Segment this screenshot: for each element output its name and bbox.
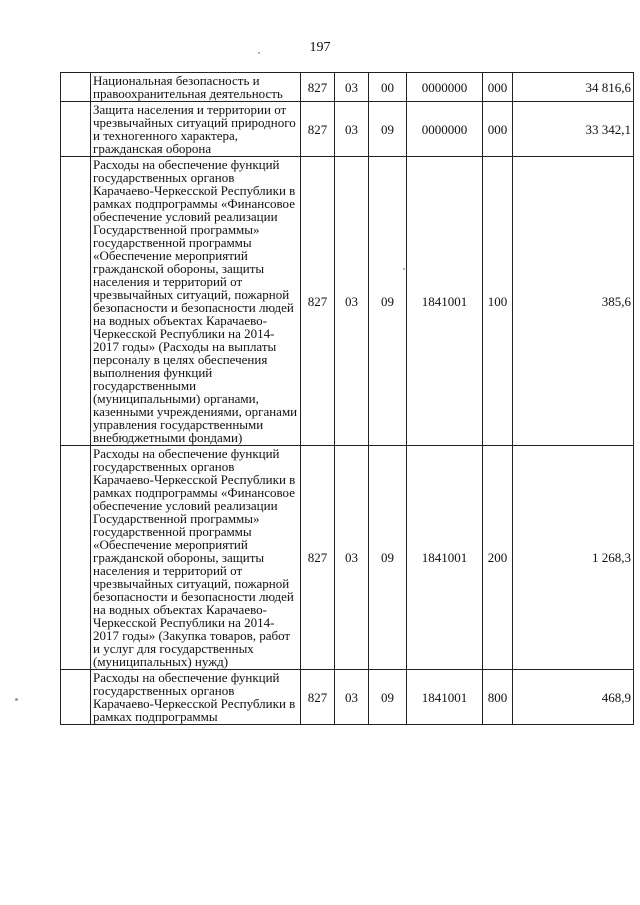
cell-target-code: 0000000: [407, 102, 483, 157]
cell-expense-type: 800: [483, 670, 513, 725]
cell-ministry-code: 827: [301, 670, 335, 725]
cell-expense-type: 100: [483, 157, 513, 446]
cell-expense-type: 200: [483, 446, 513, 670]
table-row: [61, 102, 634, 157]
cell-target-code: 1841001: [407, 157, 483, 446]
cell-row-number: [61, 102, 91, 157]
scan-speck: [15, 698, 18, 701]
cell-section-code: 03: [335, 446, 369, 670]
cell-row-number: [61, 73, 91, 102]
page-number: 197: [309, 40, 331, 55]
cell-subsection-code: 09: [369, 157, 407, 446]
table-row: [61, 73, 634, 102]
cell-subsection-code: 00: [369, 73, 407, 102]
cell-ministry-code: 827: [301, 446, 335, 670]
cell-row-number: [61, 157, 91, 446]
cell-section-code: 03: [335, 102, 369, 157]
cell-section-code: 03: [335, 157, 369, 446]
cell-target-code: 0000000: [407, 73, 483, 102]
cell-subsection-code: 09: [369, 446, 407, 670]
table-row: [61, 157, 634, 446]
cell-amount: 1 268,3: [513, 446, 634, 670]
scan-speck: [258, 52, 260, 54]
scan-speck: [403, 268, 405, 270]
table-row: [61, 670, 634, 725]
cell-target-code: 1841001: [407, 670, 483, 725]
cell-description: Расходы на обеспечение функций государственных органов Карачаево-Черкесской Республики в рамках подпрограммы «Финансовое обеспечение условий реализации Государственной программы» государственной программы «Обеспечение мероприятий гражданской обороны, защиты населения и территорий от чрезвычайных ситуаций, пожарной безопасности и безопасности людей на водных объектах Карачаево-Черкесской Республики на 2014-2017 годы» (Расходы на выплаты персоналу в целях обеспечения выполнения функций государственными (муниципальными) органами, казенными учреждениями, органами управления государственными внебюджетными фондами): [91, 157, 301, 446]
cell-row-number: [61, 670, 91, 725]
cell-row-number: [61, 446, 91, 670]
cell-expense-type: 000: [483, 102, 513, 157]
cell-section-code: 03: [335, 73, 369, 102]
cell-amount: 34 816,6: [513, 73, 634, 102]
cell-target-code: 1841001: [407, 446, 483, 670]
budget-table-body: [61, 73, 634, 725]
cell-amount: 33 342,1: [513, 102, 634, 157]
cell-description: Национальная безопасность и правоохранительная деятельность: [91, 73, 301, 102]
cell-subsection-code: 09: [369, 670, 407, 725]
cell-description: Защита населения и территории от чрезвычайных ситуаций природного и техногенного характера, гражданская оборона: [91, 102, 301, 157]
cell-description: Расходы на обеспечение функций государственных органов Карачаево-Черкесской Республики в рамках подпрограммы: [91, 670, 301, 725]
cell-ministry-code: 827: [301, 102, 335, 157]
budget-table: [60, 72, 634, 725]
cell-subsection-code: 09: [369, 102, 407, 157]
cell-expense-type: 000: [483, 73, 513, 102]
cell-ministry-code: 827: [301, 157, 335, 446]
table-row: [61, 446, 634, 670]
cell-amount: 385,6: [513, 157, 634, 446]
cell-ministry-code: 827: [301, 73, 335, 102]
cell-amount: 468,9: [513, 670, 634, 725]
cell-section-code: 03: [335, 670, 369, 725]
cell-description: Расходы на обеспечение функций государственных органов Карачаево-Черкесской Республики в рамках подпрограммы «Финансовое обеспечение условий реализации Государственной программы» государственной программы «Обеспечение мероприятий гражданской обороны, защиты населения и территорий от чрезвычайных ситуаций, пожарной безопасности и безопасности людей на водных объектах Карачаево-Черкесской Республики на 2014-2017 годы» (Закупка товаров, работ и услуг для государственных (муниципальных) нужд): [91, 446, 301, 670]
